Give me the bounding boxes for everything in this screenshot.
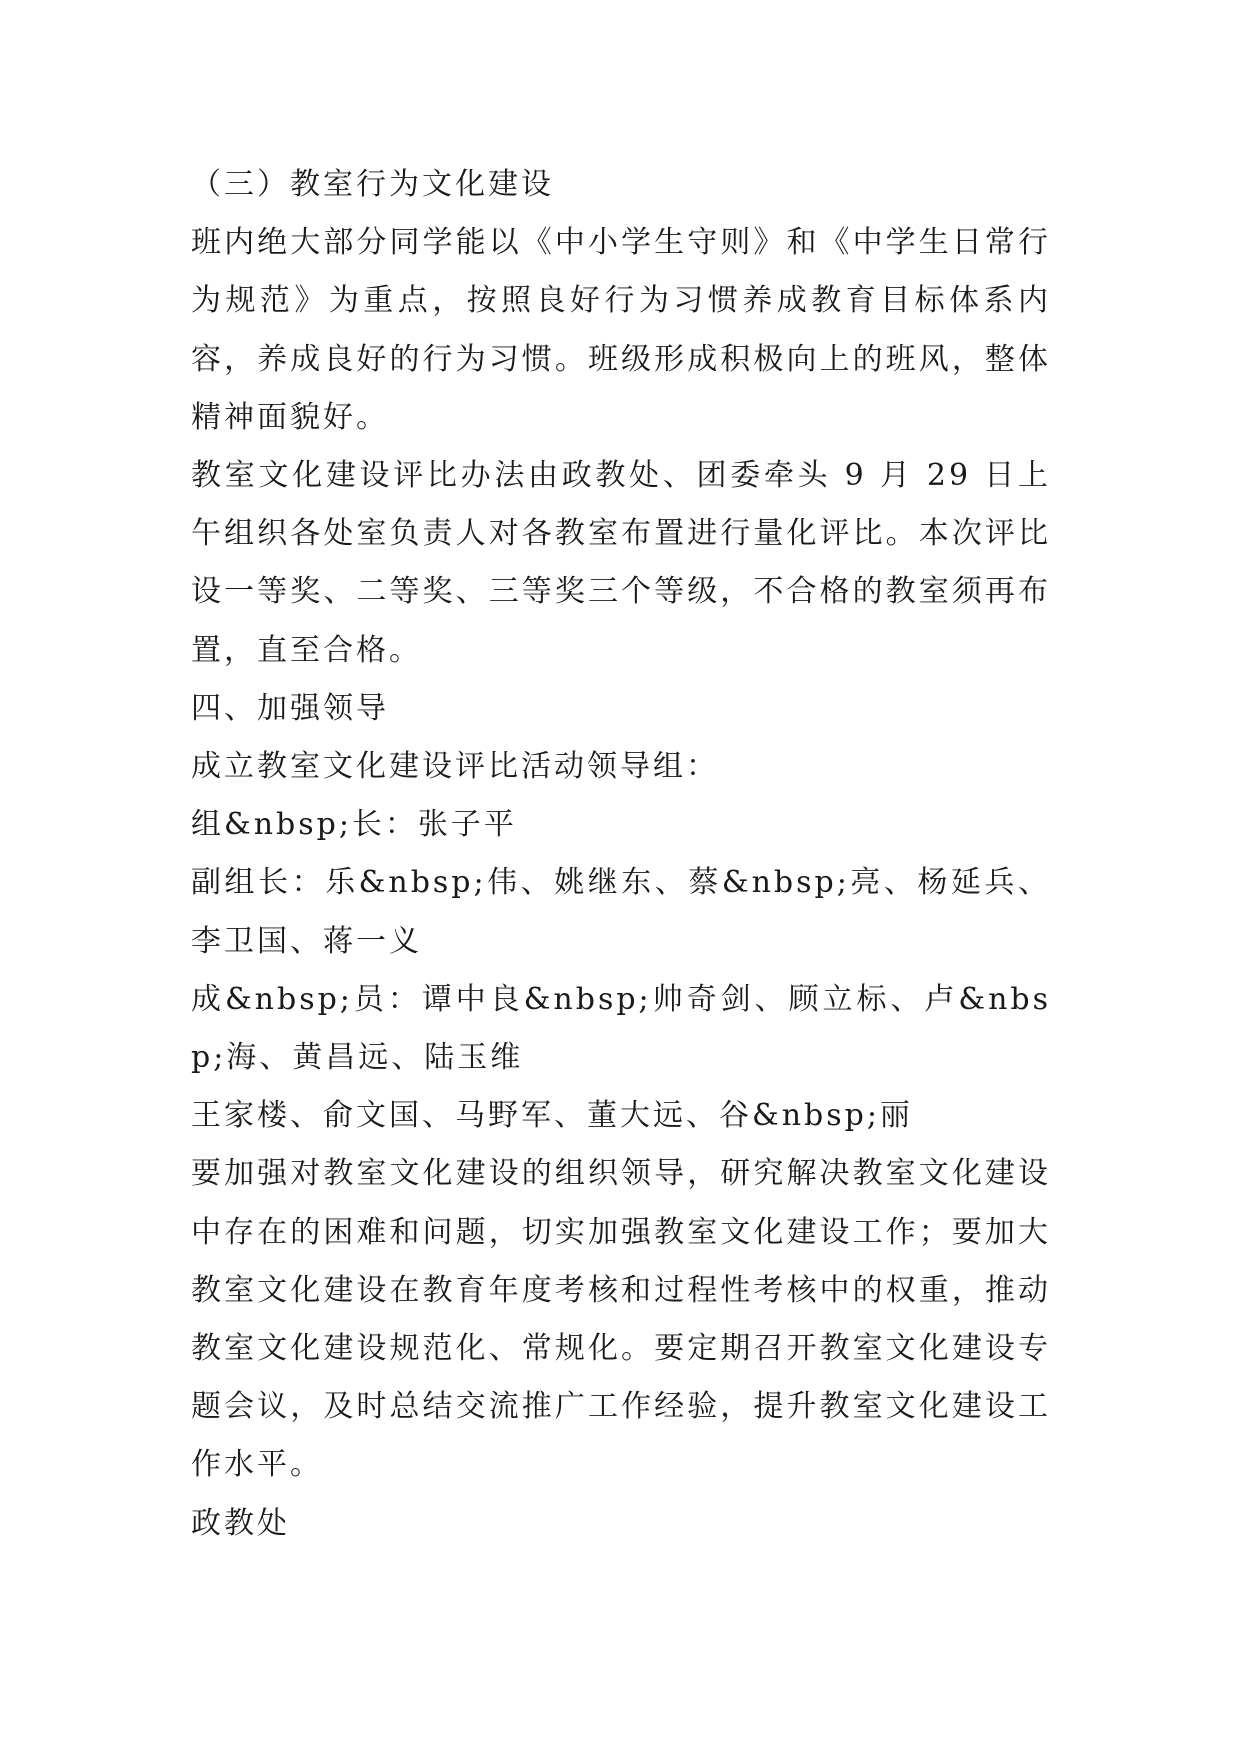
signature-department: 政教处 — [191, 1505, 290, 1541]
paragraph-leading-group: 成立教室文化建设评比活动领导组： — [191, 749, 719, 785]
paragraph-evaluation-method: 教室文化建设评比办法由政教处、团委牵头 9 月 29 日上午组织各处室负责人对各教室布置进行量化评比。本次评比设一等奖、二等奖、三等奖三个等级，不合格的教室须再布置，直至合格。 — [191, 458, 1051, 668]
members-line-continued: 王家楼、俞文国、马野军、董大远、谷&nbsp;丽 — [191, 1098, 913, 1134]
members-line: 成&nbsp;员：谭中良&nbsp;帅奇剑、顾立标、卢&nbsp;海、黄昌远、陆玉维 — [191, 981, 1051, 1076]
paragraph-behavior-norms: 班内绝大部分同学能以《中小学生守则》和《中学生日常行为规范》为重点，按照良好行为习惯养成教育目标体系内容，养成良好的行为习惯。班级形成积极向上的班风，整体精神面貌好。 — [191, 225, 1051, 435]
document-body — [191, 156, 1051, 1553]
group-leader-line: 组&nbsp;长：张子平 — [191, 807, 517, 843]
section-heading-strengthen-leadership: 四、加强领导 — [191, 690, 389, 726]
section-heading-classroom-behavior-culture: （三）教室行为文化建设 — [191, 167, 554, 202]
paragraph-leadership-requirements: 要加强对教室文化建设的组织领导，研究解决教室文化建设中存在的困难和问题，切实加强教室文化建设工作；要加大教室文化建设在教育年度考核和过程性考核中的权重，推动教室文化建设规范化、常规化。要定期召开教室文化建设专题会议，及时总结交流推广工作经验，提升教室文化建设工作水平。 — [191, 1156, 1051, 1483]
deputy-leaders-line: 副组长：乐&nbsp;伟、姚继东、蔡&nbsp;亮、杨延兵、李卫国、蒋一义 — [191, 865, 1051, 959]
